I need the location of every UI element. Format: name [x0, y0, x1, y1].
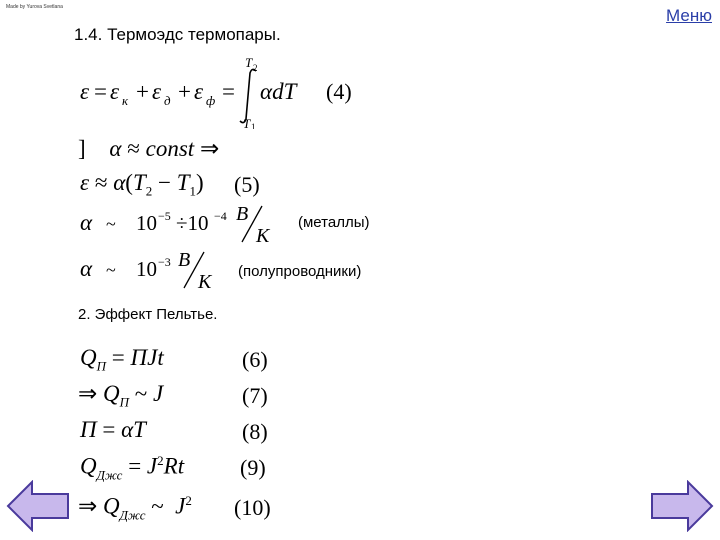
equation-number-8: (8)	[242, 419, 268, 444]
svg-text:B: B	[236, 203, 249, 225]
svg-text:д: д	[164, 93, 171, 108]
svg-text:10: 10	[136, 257, 157, 281]
equation-number-5: (5)	[234, 172, 260, 197]
svg-text:~: ~	[106, 214, 116, 234]
integral-sign-icon	[240, 69, 256, 122]
prev-slide-button[interactable]	[6, 480, 70, 537]
formula-4	[80, 57, 400, 134]
metals-label: (металлы)	[298, 214, 370, 231]
formula-10: ⇒ $Q_{Джс}$ ~ $J^2$	[78, 493, 192, 523]
formula-alpha-semiconductors	[80, 248, 240, 299]
formula-4-svg	[80, 57, 400, 129]
semiconductors-label: (полупроводники)	[238, 263, 362, 280]
svg-text:(4): (4)	[326, 79, 352, 104]
svg-text:1: 1	[251, 122, 256, 129]
svg-text:ε: ε	[80, 79, 90, 104]
svg-text:αdT: αdT	[260, 79, 297, 104]
formula-alpha-const: ] α ≈ const ⇒	[78, 136, 220, 161]
equation-number-7: (7)	[242, 383, 268, 408]
svg-text:α: α	[80, 256, 93, 281]
section-title-thermo-emf: 1.4. Термоэдс термопары.	[74, 25, 281, 44]
right-arrow-icon	[650, 480, 714, 532]
formula-8: П = αT	[80, 417, 146, 442]
svg-text:ε: ε	[194, 79, 204, 104]
svg-text:+: +	[136, 79, 149, 104]
svg-text:−3: −3	[158, 255, 171, 269]
svg-text:ε: ε	[110, 79, 120, 104]
svg-text:2: 2	[253, 63, 258, 73]
svg-text:α: α	[80, 210, 93, 235]
svg-text:к: к	[122, 93, 129, 108]
svg-text:ф: ф	[206, 93, 216, 108]
formula-alpha-semi-svg	[80, 248, 240, 294]
svg-text:ε: ε	[152, 79, 162, 104]
svg-text:÷10: ÷10	[176, 211, 209, 235]
formula-alpha-metals-svg	[80, 202, 310, 248]
equation-number-9: (9)	[240, 455, 266, 480]
formula-5: $\varepsilon \approx \alpha(T_2 - T_1)$	[80, 170, 204, 199]
svg-text:=: =	[222, 79, 235, 104]
svg-text:~: ~	[106, 260, 116, 280]
formula-6: $Q_П$ = ПJt	[80, 345, 164, 374]
svg-text:10: 10	[136, 211, 157, 235]
left-arrow-icon	[6, 480, 70, 532]
next-slide-button[interactable]	[650, 480, 714, 537]
formula-9: $Q_{Джс} = J^2Rt$	[80, 453, 185, 483]
svg-text:−4: −4	[214, 209, 227, 223]
formula-7: ⇒ $Q_П$ ~ J	[78, 381, 164, 410]
svg-text:K: K	[256, 225, 270, 247]
equation-number-10: (10)	[234, 495, 271, 520]
menu-link[interactable]: Меню	[666, 6, 712, 25]
equation-number-6: (6)	[242, 347, 268, 372]
svg-text:T: T	[245, 57, 253, 70]
section-title-peltier: 2. Эффект Пельтье.	[78, 306, 218, 323]
author-credit: Made by Yurova Svetlana	[6, 4, 63, 10]
svg-text:T: T	[243, 116, 251, 129]
svg-text:K: K	[198, 271, 212, 293]
svg-text:−5: −5	[158, 209, 171, 223]
svg-text:+: +	[178, 79, 191, 104]
formula-alpha-metals	[80, 202, 310, 253]
svg-text:B: B	[178, 249, 191, 271]
svg-text:=: =	[94, 79, 107, 104]
